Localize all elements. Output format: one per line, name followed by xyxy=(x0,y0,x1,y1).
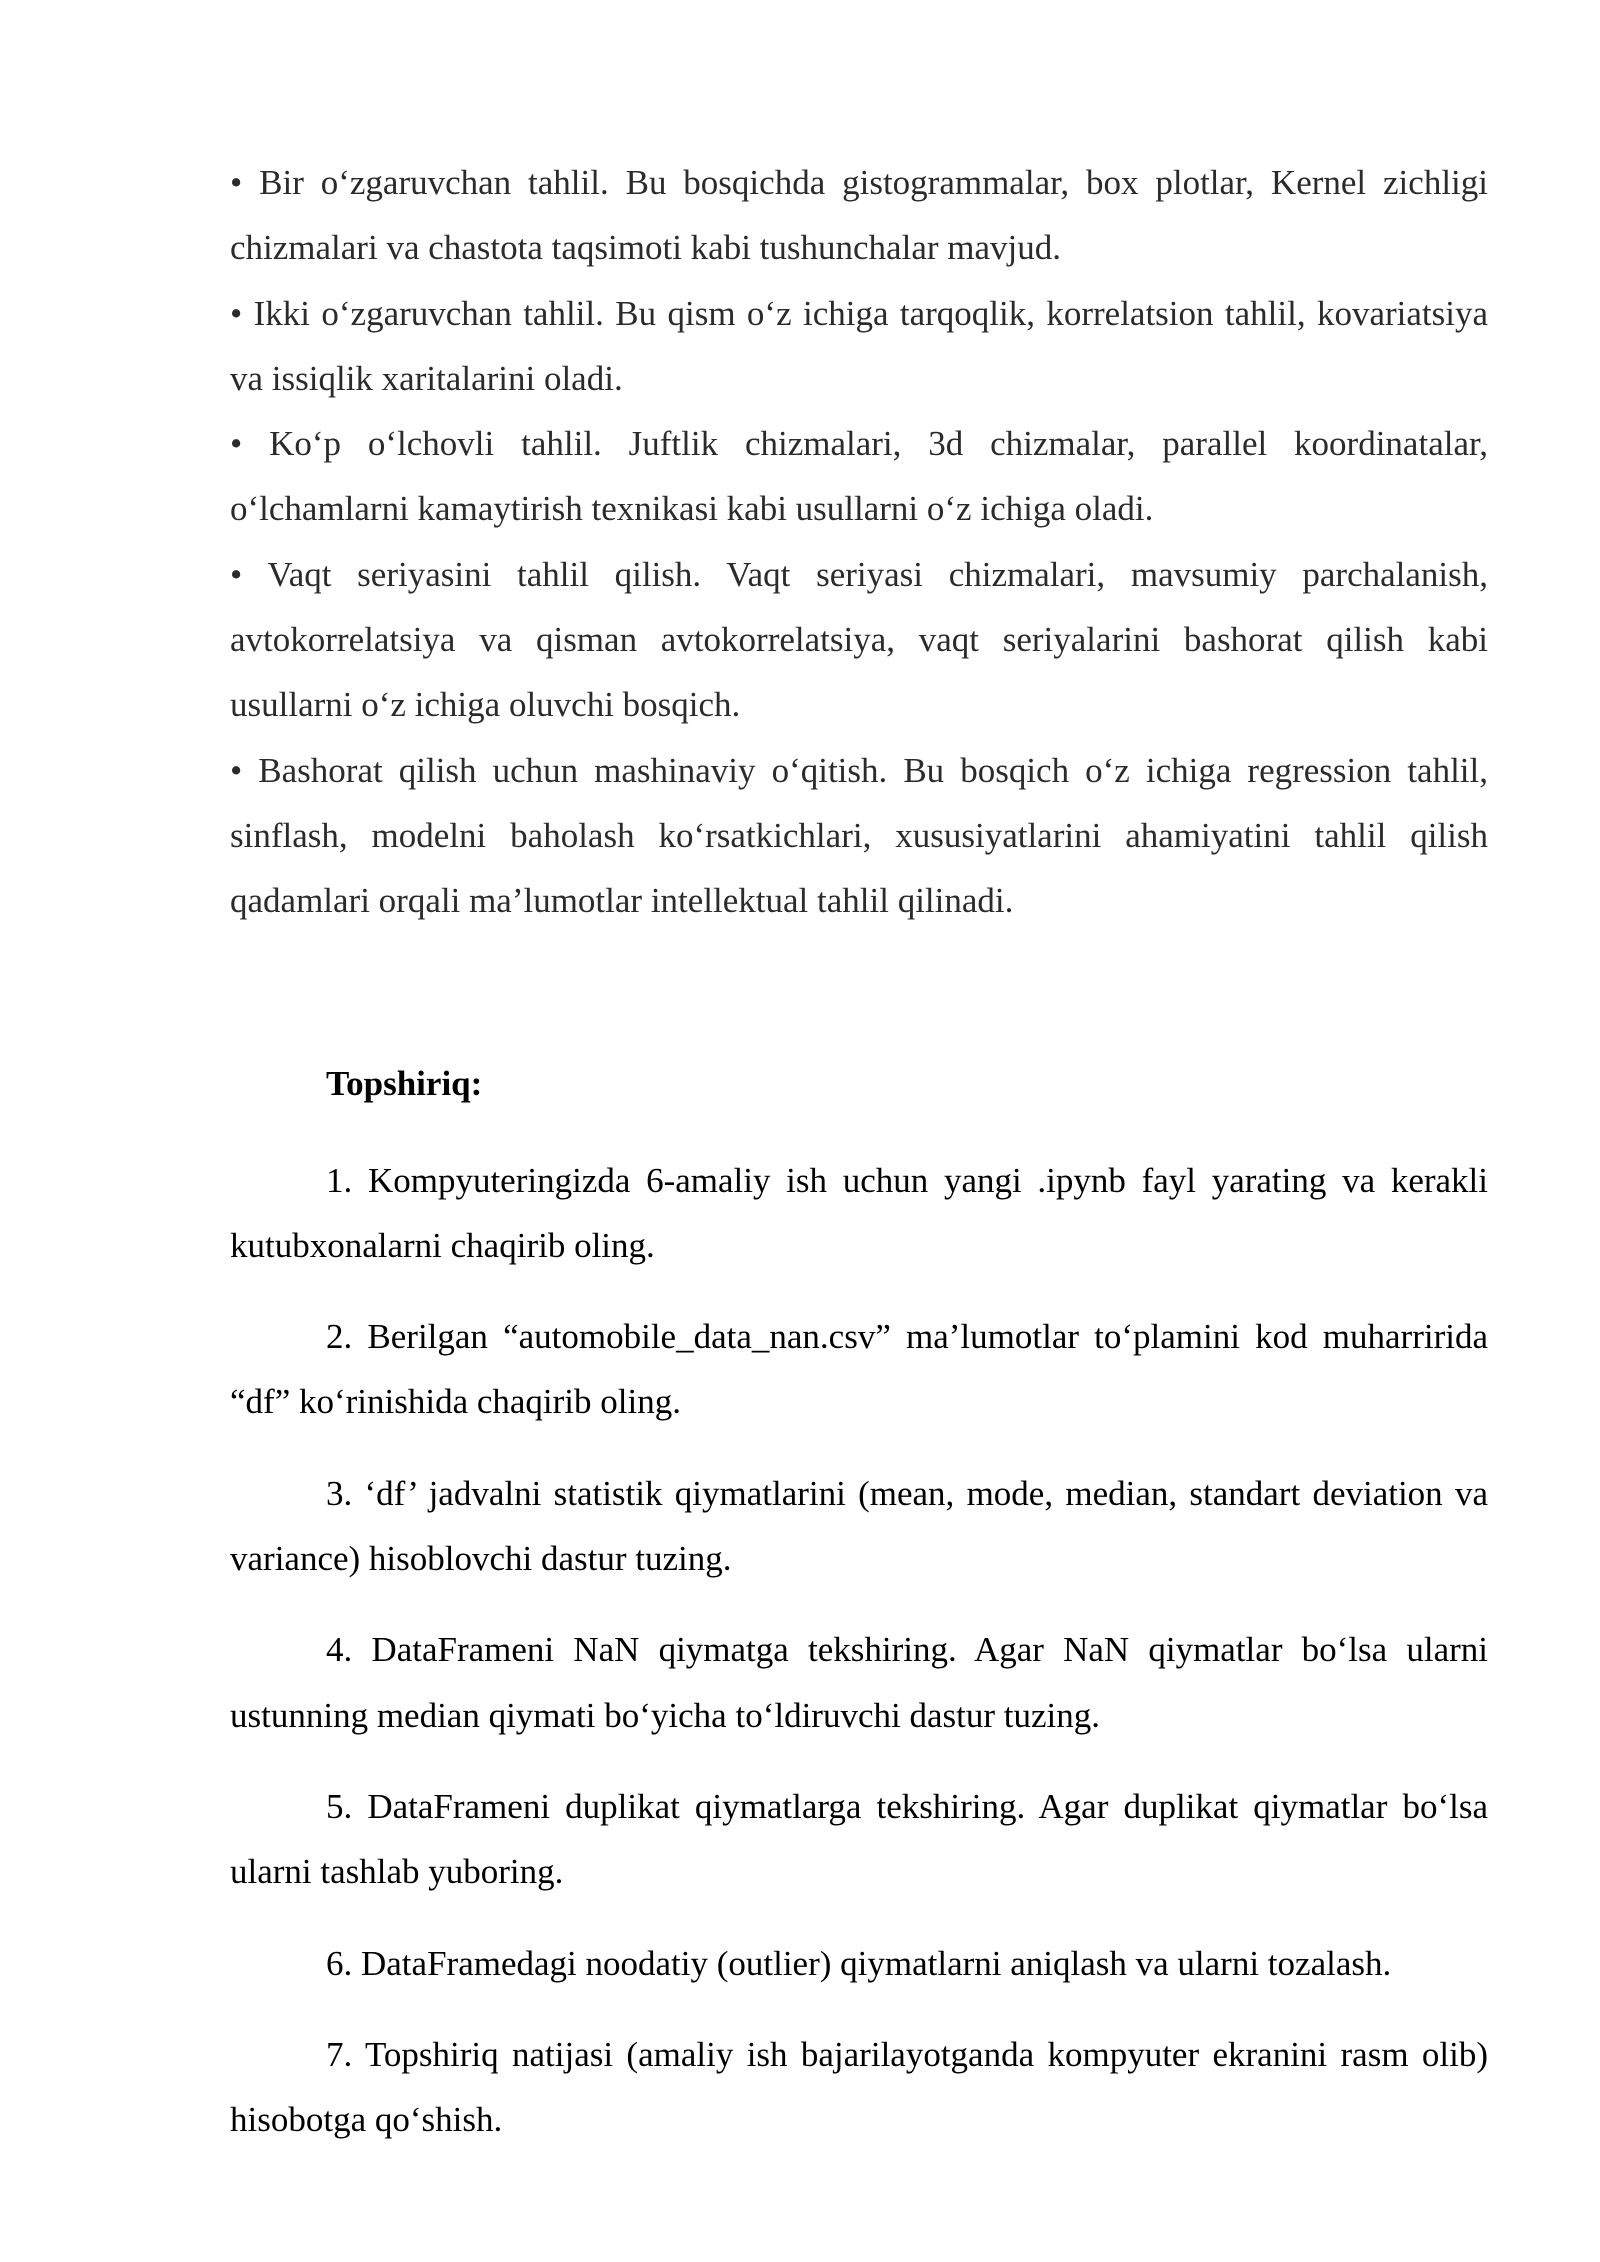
bullet-item: • Ko‘p o‘lchovli tahlil. Juftlik chizmalari, 3d chizmalar, parallel koordinatalar, o‘lchamlarni kamaytirish texnikasi kabi usullarni o‘z ichiga oladi. xyxy=(230,424,1488,529)
bullet-list xyxy=(230,150,1488,934)
task-list xyxy=(230,1148,1488,2153)
section-heading: Topshiriq: xyxy=(326,1063,483,1103)
bullet-item: • Bir o‘zgaruvchan tahlil. Bu bosqichda gistogrammalar, box plotlar, Kernel zichligi chizmalari va chastota taqsimoti kabi tushunchalar mavjud. xyxy=(230,163,1488,268)
bullet-item: • Bashorat qilish uchun mashinaviy o‘qitish. Bu bosqich o‘z ichiga regression tahlil, sinflash, modelni baholash ko‘rsatkichlari, xususiyatlarini ahamiyatini tahlil qilish qadamlari orqali ma’lumotlar intellektual tahlil qilinadi. xyxy=(230,750,1488,921)
task-item: 5. DataFrameni duplikat qiymatlarga tekshiring. Agar duplikat qiymatlar bo‘lsa ularni tashlab yuboring. xyxy=(230,1786,1488,1892)
bullet-item: • Ikki o‘zgaruvchan tahlil. Bu qism o‘z ichiga tarqoqlik, korrelatsion tahlil, kovariatsiya va issiqlik xaritalarini oladi. xyxy=(230,293,1488,398)
document-page xyxy=(230,150,1488,2152)
task-item: 2. Berilgan “automobile_data_nan.csv” ma’lumotlar to‘plamini kod muharririda “df” ko‘rinishida chaqirib oling. xyxy=(230,1317,1488,1422)
task-item: 3. ‘df’ jadvalni statistik qiymatlarini (mean, mode, median, standart deviation va variance) hisoblovchi dastur tuzing. xyxy=(230,1473,1488,1579)
task-item: 7. Topshiriq natijasi (amaliy ish bajarilayotganda kompyuter ekranini rasm olib) hisobotga qo‘shish. xyxy=(230,2034,1488,2140)
task-item: 4. DataFrameni NaN qiymatga tekshiring. Agar NaN qiymatlar bo‘lsa ularni ustunning median qiymati bo‘yicha to‘ldiruvchi dastur tuzing. xyxy=(230,1630,1488,1735)
task-item: 1. Kompyuteringizda 6-amaliy ish uchun yangi .ipynb fayl yarating va kerakli kutubxonalarni chaqirib oling. xyxy=(230,1160,1488,1265)
task-item: 6. DataFramedagi noodatiy (outlier) qiymatlarni aniqlash va ularni tozalash. xyxy=(326,1943,1392,1983)
bullet-item: • Vaqt seriyasini tahlil qilish. Vaqt seriyasi chizmalari, mavsumiy parchalanish, avtokorrelatsiya va qisman avtokorrelatsiya, vaqt seriyalarini bashorat qilish kabi usullarni o‘z ichiga oluvchi bosqich. xyxy=(230,554,1488,725)
